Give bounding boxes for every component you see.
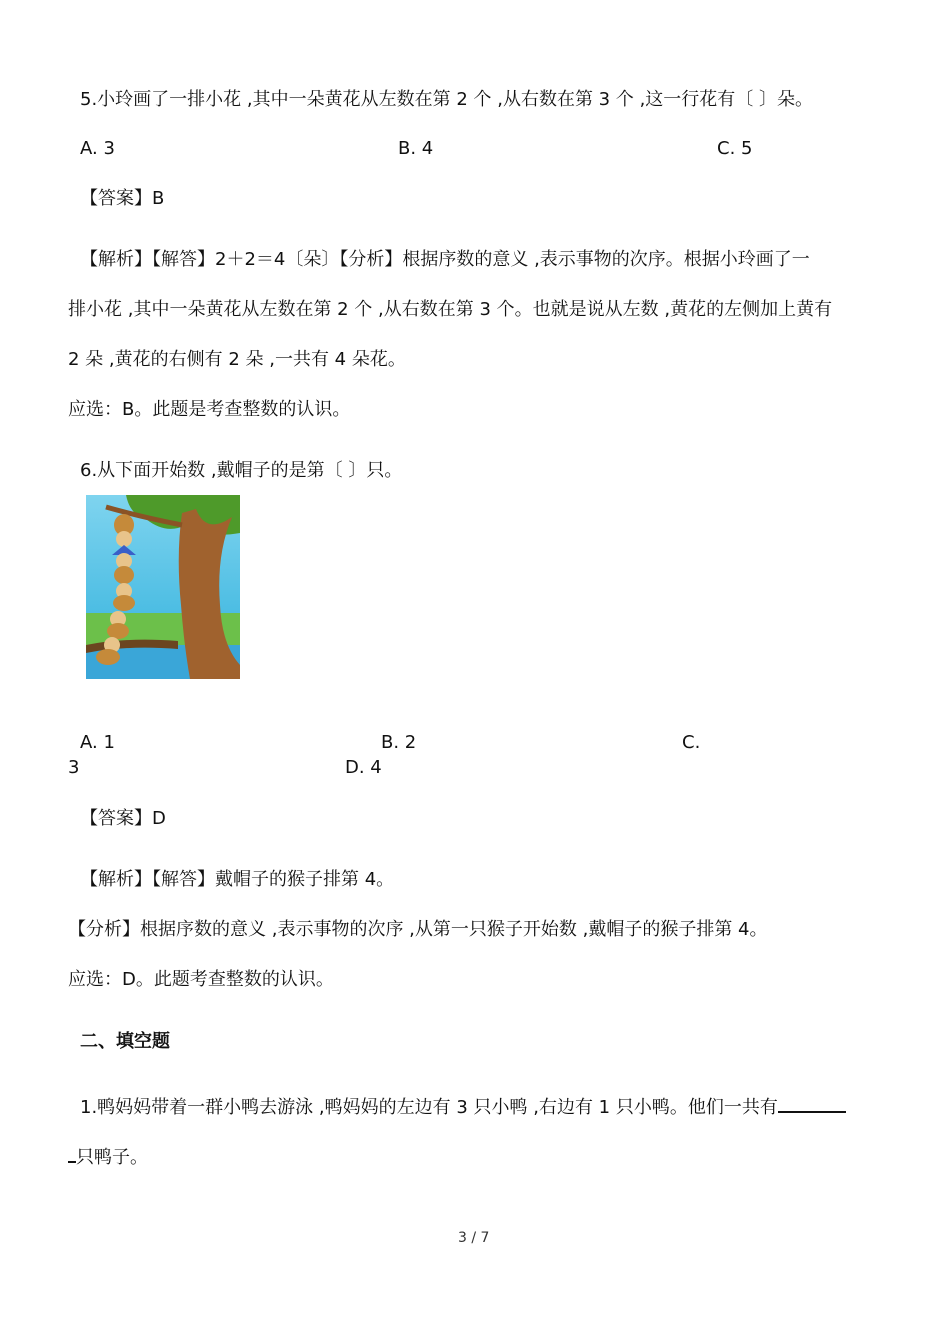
q5-option-c: C. 5	[717, 138, 753, 159]
page-number: 3 / 7	[458, 1230, 490, 1246]
q6-text: 6.从下面开始数 ,戴帽子的是第〔 〕只。	[80, 460, 403, 481]
q6-option-b: B. 2	[381, 732, 417, 753]
q5-analysis-line-2: 排小花 ,其中一朵黄花从左数在第 2 个 ,从右数在第 3 个。也就是说从左数 ,黄花的左侧加上黄有	[68, 299, 833, 320]
q6-answer: 【答案】D	[80, 808, 166, 829]
fill1-line-1	[80, 1093, 846, 1120]
q6-option-a: A. 1	[80, 732, 115, 753]
fill1-blank[interactable]	[778, 1093, 846, 1113]
q6-analysis-line-1: 【解析】【解答】戴帽子的猴子排第 4。	[80, 869, 395, 890]
q5-analysis-line-1: 【解析】【解答】2＋2＝4〔朵〕【分析】根据序数的意义 ,表示事物的次序。根据小玲画了一	[80, 249, 810, 270]
monkey-5	[114, 514, 134, 547]
fill1-line-2	[68, 1143, 148, 1170]
q5-answer: 【答案】B	[80, 188, 165, 209]
q6-analysis-line-3: 应选：D。此题考查整数的认识。	[68, 969, 334, 990]
q5-text: 5.小玲画了一排小花 ,其中一朵黄花从左数在第 2 个 ,从右数在第 3 个 ,这一行花有〔 〕朵。	[80, 89, 814, 110]
fill1-blank-end	[68, 1143, 76, 1163]
fill1-text-end: 只鸭子。	[76, 1147, 148, 1168]
monkeys-on-tree-image	[86, 495, 240, 679]
fill1-text: 1.鸭妈妈带着一群小鸭去游泳 ,鸭妈妈的左边有 3 只小鸭 ,右边有 1 只小鸭。他们一共有	[80, 1097, 778, 1118]
q5-option-a: A. 3	[80, 138, 115, 159]
q6-option-c-label: C.	[682, 732, 701, 753]
q6-option-d: D. 4	[345, 757, 382, 778]
q5-analysis-line-3: 2 朵 ,黄花的右侧有 2 朵 ,一共有 4 朵花。	[68, 349, 406, 370]
section-title: 二、填空题	[80, 1031, 170, 1052]
q5-analysis-line-4: 应选：B。此题是考查整数的认识。	[68, 399, 351, 420]
q6-option-c-value: 3	[68, 757, 80, 778]
q6-analysis-line-2: 【分析】根据序数的意义 ,表示事物的次序 ,从第一只猴子开始数 ,戴帽子的猴子排第 4。	[68, 919, 768, 940]
q5-option-b: B. 4	[398, 138, 434, 159]
